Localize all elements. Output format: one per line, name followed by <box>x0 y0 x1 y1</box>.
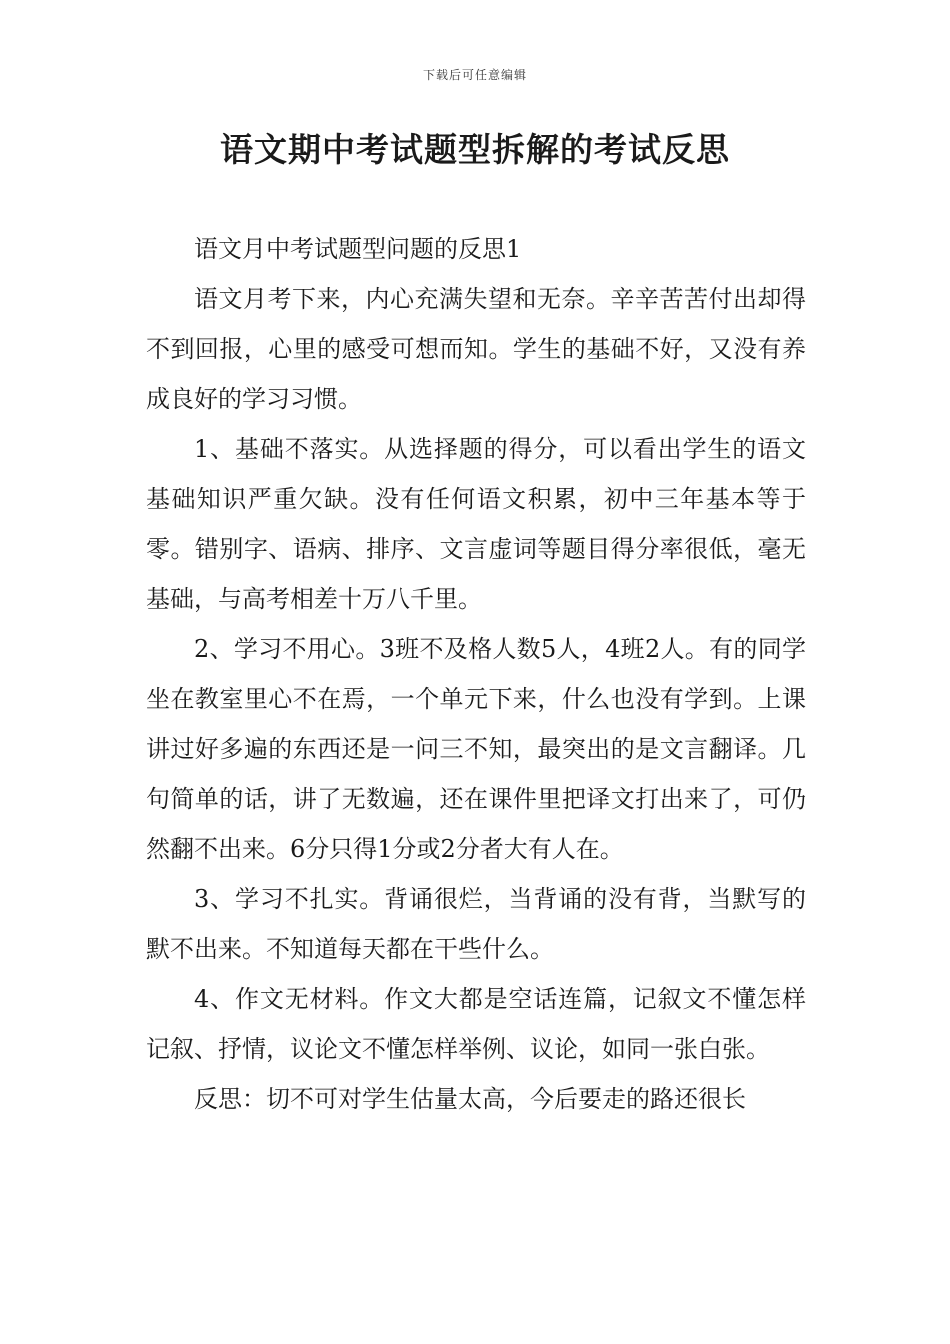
document-title: 语文期中考试题型拆解的考试反思 <box>220 130 730 169</box>
body-paragraph: 语文月考下来，内心充满失望和无奈。辛辛苦苦付出却得不到回报，心里的感受可想而知。学生的基础不好，又没有养成良好的学习习惯。 <box>146 285 806 413</box>
body-paragraph: 4、作文无材料。作文大都是空话连篇，记叙文不懂怎样记叙、抒情，议论文不懂怎样举例、议论，如同一张白张。 <box>146 985 806 1063</box>
header-note: 下载后可任意编辑 <box>422 68 527 82</box>
subheading-paragraph: 语文月中考试题型问题的反思1 <box>194 235 522 263</box>
body-paragraph: 2、学习不用心。3班不及格人数5人，4班2人。有的同学坐在教室里心不在焉，一个单元下来，什么也没有学到。上课讲过好多遍的东西还是一问三不知，最突出的是文言翻译。几句简单的话，讲了无数遍，还在课件里把译文打出来了，可仍然翻不出来。6分只得1分或2分者大有人在。 <box>146 635 806 863</box>
document-body <box>146 224 806 1124</box>
body-paragraph: 1、基础不落实。从选择题的得分，可以看出学生的语文基础知识严重欠缺。没有任何语文积累，初中三年基本等于零。错别字、语病、排序、文言虚词等题目得分率很低，毫无基础，与高考相差十万八千里。 <box>146 435 806 613</box>
body-paragraph: 反思：切不可对学生估量太高，今后要走的路还很长 <box>194 1085 746 1113</box>
body-paragraph: 3、学习不扎实。背诵很烂，当背诵的没有背，当默写的默不出来。不知道每天都在干些什么。 <box>146 885 806 963</box>
